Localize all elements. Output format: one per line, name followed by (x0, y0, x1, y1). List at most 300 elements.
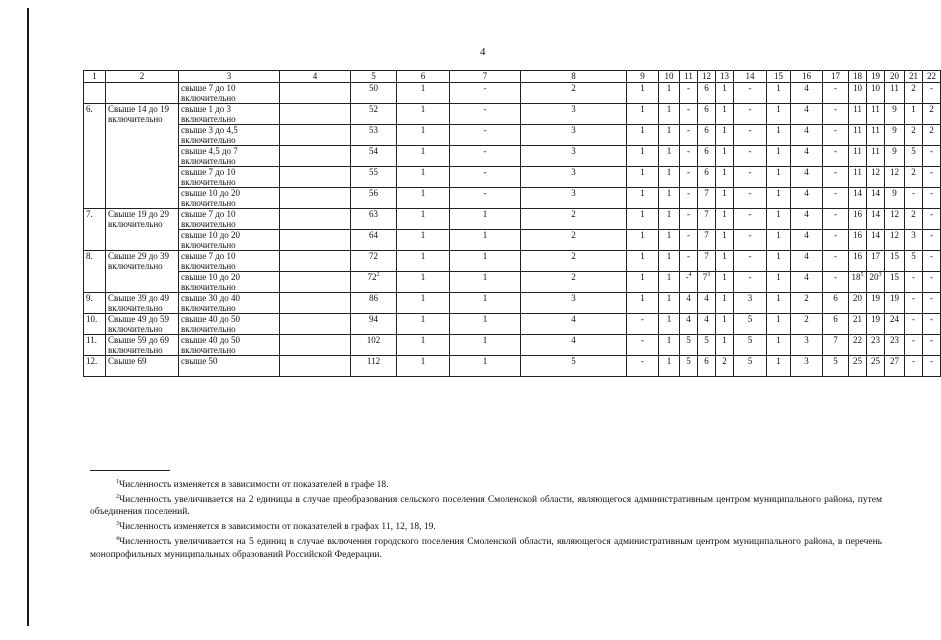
value-cell: - (823, 272, 849, 293)
column-header: 21 (905, 71, 923, 83)
value-cell: 1 (397, 272, 450, 293)
value-cell: 2 (521, 272, 627, 293)
value-cell: 7 (823, 335, 849, 356)
footnote-mark: 2 (376, 272, 380, 278)
value-cell: 6 (823, 293, 849, 314)
subgroup-range: свыше 3 до 4,5 включительно (179, 125, 280, 146)
value-cell: - (734, 167, 767, 188)
column-header: 10 (659, 71, 680, 83)
value-cell: 102 (351, 335, 397, 356)
value-cell: 19 (867, 293, 885, 314)
value-cell: 1 (716, 188, 734, 209)
value-cell: 14 (867, 209, 885, 230)
table-row (84, 293, 941, 314)
value-cell: - (923, 272, 941, 293)
column-header: 18 (849, 71, 867, 83)
value-cell: 11 (867, 146, 885, 167)
value-cell: 1 (627, 209, 659, 230)
value-cell: 63 (351, 209, 397, 230)
value-cell: $7^3$ (698, 272, 716, 293)
table-row (84, 272, 941, 293)
value-cell: - (923, 293, 941, 314)
subgroup-range: свыше 10 до 20 включительно (179, 272, 280, 293)
empty-cell (280, 356, 351, 377)
value-cell: - (627, 335, 659, 356)
value-cell: 1 (767, 356, 791, 377)
value-cell: 3 (521, 125, 627, 146)
value-cell: - (923, 335, 941, 356)
value-cell: - (680, 83, 698, 104)
value-cell: 1 (659, 83, 680, 104)
value-cell: 6 (698, 83, 716, 104)
value-cell: 4 (698, 293, 716, 314)
value-cell: $20^3$ (867, 272, 885, 293)
value-cell: 1 (627, 251, 659, 272)
value-cell: 11 (867, 125, 885, 146)
value-cell: 1 (397, 230, 450, 251)
value-cell: 12 (885, 209, 905, 230)
column-header: 11 (680, 71, 698, 83)
table-row (84, 335, 941, 356)
footnote-rule (90, 470, 170, 471)
value-cell: 1 (627, 83, 659, 104)
value-cell: 1 (397, 104, 450, 125)
empty-cell (280, 272, 351, 293)
value-cell: 6 (698, 356, 716, 377)
value-cell: - (450, 146, 521, 167)
value-cell: 7 (698, 188, 716, 209)
value-cell: 5 (734, 356, 767, 377)
value-cell: 1 (450, 314, 521, 335)
value-cell: - (823, 104, 849, 125)
value-cell: 5 (680, 335, 698, 356)
value-cell: 2 (905, 83, 923, 104)
page-margin-line (27, 8, 29, 626)
value-cell: - (734, 230, 767, 251)
value-cell: 1 (767, 125, 791, 146)
value-cell: 10 (867, 83, 885, 104)
value-cell: 1 (397, 125, 450, 146)
value-cell: 19 (885, 293, 905, 314)
value-cell: 1 (659, 167, 680, 188)
value-cell: 1 (397, 293, 450, 314)
value-cell: 1 (716, 314, 734, 335)
row-number: 8. (84, 251, 106, 293)
value-cell: - (450, 125, 521, 146)
value-cell: 1 (767, 230, 791, 251)
value-cell: 1 (627, 272, 659, 293)
column-header: 7 (450, 71, 521, 83)
value-cell: - (923, 167, 941, 188)
value-cell: - (923, 83, 941, 104)
value-cell: 1 (627, 167, 659, 188)
value-cell: 7 (698, 209, 716, 230)
value-cell: 5 (734, 335, 767, 356)
value-cell: 20 (849, 293, 867, 314)
value-cell: 14 (867, 230, 885, 251)
value-cell: 15 (885, 272, 905, 293)
value-cell: 1 (767, 314, 791, 335)
table-row (84, 230, 941, 251)
value-cell: 1 (397, 146, 450, 167)
empty-cell (280, 104, 351, 125)
row-number: 12. (84, 356, 106, 377)
value-cell: 3 (521, 188, 627, 209)
value-cell: 1 (767, 167, 791, 188)
value-cell: 1 (397, 188, 450, 209)
value-cell: - (680, 188, 698, 209)
column-header: 1 (84, 71, 106, 83)
value-cell: - (823, 83, 849, 104)
table-row (84, 167, 941, 188)
value-cell: 1 (450, 272, 521, 293)
value-cell: 3 (791, 356, 823, 377)
value-cell: 22 (849, 335, 867, 356)
value-cell: 1 (659, 293, 680, 314)
value-cell: 2 (791, 314, 823, 335)
value-cell: 27 (885, 356, 905, 377)
value-cell: 1 (905, 104, 923, 125)
column-header: 9 (627, 71, 659, 83)
value-cell: 55 (351, 167, 397, 188)
value-cell: - (923, 230, 941, 251)
value-cell: - (450, 83, 521, 104)
column-header: 20 (885, 71, 905, 83)
value-cell: 4 (791, 146, 823, 167)
table-row (84, 209, 941, 230)
value-cell: 1 (659, 356, 680, 377)
value-cell: 6 (698, 104, 716, 125)
value-cell: 1 (659, 272, 680, 293)
footnotes (90, 476, 882, 561)
value-cell: 2 (923, 125, 941, 146)
footnote: $^3$Численность изменяется в зависимости от показателей в графах 11, 12, 18, 19. (116, 521, 436, 533)
empty-cell (280, 314, 351, 335)
value-cell: 1 (767, 335, 791, 356)
population-group (106, 83, 179, 104)
value-cell: 3 (521, 293, 627, 314)
value-cell: - (823, 230, 849, 251)
value-cell: 1 (716, 83, 734, 104)
value-cell: 1 (716, 293, 734, 314)
value-cell: - (680, 146, 698, 167)
value-cell: 64 (351, 230, 397, 251)
value-cell: 4 (791, 188, 823, 209)
value-cell: - (823, 188, 849, 209)
population-group: Свыше 69 (106, 356, 179, 377)
subgroup-range: свыше 10 до 20 включительно (179, 230, 280, 251)
value-cell: 6 (698, 146, 716, 167)
column-header: 6 (397, 71, 450, 83)
value-cell: 2 (791, 293, 823, 314)
value-cell: - (905, 356, 923, 377)
value-cell: 10 (849, 83, 867, 104)
row-number: 10. (84, 314, 106, 335)
value-cell: 25 (849, 356, 867, 377)
footnote-mark: 3 (707, 272, 711, 278)
value-cell: 9 (885, 104, 905, 125)
value-cell: - (734, 146, 767, 167)
row-number: 6. (84, 104, 106, 209)
column-header: 22 (923, 71, 941, 83)
value-cell: - (905, 335, 923, 356)
value-cell: 112 (351, 356, 397, 377)
value-cell: 2 (923, 104, 941, 125)
value-cell: 4 (791, 104, 823, 125)
value-cell: 2 (905, 209, 923, 230)
value-cell: 4 (680, 293, 698, 314)
row-number (84, 83, 106, 104)
subgroup-range: свыше 50 (179, 356, 280, 377)
value-cell: 1 (397, 335, 450, 356)
value-cell: 1 (767, 146, 791, 167)
value-cell: 5 (823, 356, 849, 377)
value-cell: - (734, 272, 767, 293)
value-cell: - (923, 209, 941, 230)
empty-cell (280, 230, 351, 251)
value-cell: 16 (849, 209, 867, 230)
column-header: 15 (767, 71, 791, 83)
value-cell: 6 (698, 125, 716, 146)
value-cell: - (680, 209, 698, 230)
column-header: 14 (734, 71, 767, 83)
value-cell: - (680, 230, 698, 251)
subgroup-range: свыше 1 до 3 включительно (179, 104, 280, 125)
value-cell: 7 (698, 251, 716, 272)
value-cell: 5 (905, 146, 923, 167)
value-cell: 3 (905, 230, 923, 251)
staff-table (83, 70, 941, 377)
value-cell: 11 (849, 146, 867, 167)
value-cell: 56 (351, 188, 397, 209)
empty-cell (280, 188, 351, 209)
value-cell: 1 (767, 251, 791, 272)
value-cell: 1 (716, 272, 734, 293)
value-cell: 1 (767, 293, 791, 314)
row-number: 7. (84, 209, 106, 251)
value-cell: - (905, 272, 923, 293)
value-cell: 4 (791, 83, 823, 104)
subgroup-range: свыше 40 до 50 включительно (179, 335, 280, 356)
value-cell: - (734, 251, 767, 272)
value-cell: 1 (767, 188, 791, 209)
value-cell: 3 (791, 335, 823, 356)
value-cell: - (823, 146, 849, 167)
empty-cell (280, 335, 351, 356)
value-cell: 24 (885, 314, 905, 335)
value-cell: - (905, 293, 923, 314)
value-cell: 1 (767, 83, 791, 104)
value-cell: 1 (659, 230, 680, 251)
table-row (84, 83, 941, 104)
value-cell: 1 (450, 356, 521, 377)
value-cell: 4 (791, 251, 823, 272)
value-cell: 4 (521, 314, 627, 335)
subgroup-range: свыше 10 до 20 включительно (179, 188, 280, 209)
table-row (84, 125, 941, 146)
footnote-mark: 5 (860, 272, 864, 278)
value-cell: -$^4$ (680, 272, 698, 293)
value-cell: 3 (521, 167, 627, 188)
value-cell: 4 (791, 272, 823, 293)
footnote: $^2$Численность увеличивается на 2 единицы в случае преобразования сельского поселения Смоленской области, являющегося административным центром муниципального района, путем объединения поселений. (90, 494, 882, 518)
value-cell: $72^2$ (351, 272, 397, 293)
value-cell: 23 (867, 335, 885, 356)
table-row (84, 356, 941, 377)
value-cell: 25 (867, 356, 885, 377)
subgroup-range: свыше 30 до 40 включительно (179, 293, 280, 314)
value-cell: 4 (698, 314, 716, 335)
value-cell: - (627, 356, 659, 377)
value-cell: 5 (680, 356, 698, 377)
footnote: $^4$Численность увеличивается на 5 единиц в случае включения городского поселения Смоленской области, являющегося административным центром муниципального района, в перечень монопрофильных муниципальных образований Российской Федерации. (90, 536, 882, 560)
value-cell: - (450, 167, 521, 188)
value-cell: - (905, 314, 923, 335)
value-cell: 1 (767, 272, 791, 293)
value-cell: - (923, 314, 941, 335)
subgroup-range: свыше 4,5 до 7 включительно (179, 146, 280, 167)
column-header: 16 (791, 71, 823, 83)
row-number: 9. (84, 293, 106, 314)
footnote-mark: 3 (878, 272, 882, 278)
value-cell: 15 (885, 251, 905, 272)
value-cell: 1 (716, 209, 734, 230)
value-cell: 4 (521, 335, 627, 356)
value-cell: - (923, 356, 941, 377)
header-row (84, 71, 941, 83)
footnote-mark: 4 (688, 272, 692, 278)
value-cell: 16 (849, 251, 867, 272)
value-cell: 1 (627, 188, 659, 209)
subgroup-range: свыше 7 до 10 включительно (179, 209, 280, 230)
table-row (84, 251, 941, 272)
value-cell: 4 (791, 230, 823, 251)
value-cell: 14 (849, 188, 867, 209)
value-cell: 94 (351, 314, 397, 335)
subgroup-range: свыше 7 до 10 включительно (179, 167, 280, 188)
population-group: Свыше 14 до 19 включительно (106, 104, 179, 209)
value-cell: - (923, 146, 941, 167)
population-group: Свыше 59 до 69 включительно (106, 335, 179, 356)
column-header: 12 (698, 71, 716, 83)
value-cell: 6 (698, 167, 716, 188)
value-cell: 4 (791, 125, 823, 146)
value-cell: - (450, 188, 521, 209)
empty-cell (280, 293, 351, 314)
value-cell: 54 (351, 146, 397, 167)
value-cell: - (923, 188, 941, 209)
value-cell: 12 (885, 230, 905, 251)
subgroup-range: свыше 7 до 10 включительно (179, 83, 280, 104)
value-cell: 1 (450, 335, 521, 356)
value-cell: 14 (867, 188, 885, 209)
empty-cell (280, 209, 351, 230)
value-cell: 6 (823, 314, 849, 335)
value-cell: - (734, 188, 767, 209)
footnote: $^1$Численность изменяется в зависимости от показателей в графе 18. (116, 479, 389, 491)
value-cell: 16 (849, 230, 867, 251)
column-header: 8 (521, 71, 627, 83)
value-cell: 2 (521, 209, 627, 230)
value-cell: 3 (521, 146, 627, 167)
value-cell: 11 (885, 83, 905, 104)
value-cell: - (680, 167, 698, 188)
value-cell: 5 (734, 314, 767, 335)
value-cell: 2 (521, 230, 627, 251)
value-cell: 12 (867, 167, 885, 188)
row-number: 11. (84, 335, 106, 356)
subgroup-range: свыше 7 до 10 включительно (179, 251, 280, 272)
value-cell: 1 (659, 104, 680, 125)
value-cell: 23 (885, 335, 905, 356)
value-cell: 1 (659, 146, 680, 167)
value-cell: 1 (627, 125, 659, 146)
value-cell: 2 (521, 83, 627, 104)
value-cell: 5 (521, 356, 627, 377)
value-cell: - (734, 125, 767, 146)
value-cell: 12 (885, 167, 905, 188)
value-cell: 1 (627, 230, 659, 251)
value-cell: 1 (627, 104, 659, 125)
value-cell: - (823, 251, 849, 272)
column-header: 13 (716, 71, 734, 83)
empty-cell (280, 125, 351, 146)
value-cell: - (627, 314, 659, 335)
value-cell: - (734, 209, 767, 230)
value-cell: 1 (659, 335, 680, 356)
value-cell: 1 (659, 314, 680, 335)
value-cell: - (823, 167, 849, 188)
value-cell: - (734, 104, 767, 125)
value-cell: 1 (716, 251, 734, 272)
value-cell: - (823, 209, 849, 230)
value-cell: 1 (397, 209, 450, 230)
value-cell: 5 (698, 335, 716, 356)
value-cell: 1 (397, 83, 450, 104)
value-cell: 1 (627, 146, 659, 167)
empty-cell (280, 83, 351, 104)
value-cell: 72 (351, 251, 397, 272)
value-cell: $18^5$ (849, 272, 867, 293)
value-cell: 7 (698, 230, 716, 251)
value-cell: 11 (849, 104, 867, 125)
value-cell: 1 (397, 314, 450, 335)
value-cell: 9 (885, 146, 905, 167)
value-cell: 1 (397, 167, 450, 188)
value-cell: 17 (867, 251, 885, 272)
value-cell: 1 (659, 188, 680, 209)
population-group: Свыше 19 до 29 включительно (106, 209, 179, 251)
value-cell: 2 (905, 167, 923, 188)
value-cell: 3 (734, 293, 767, 314)
value-cell: 9 (885, 125, 905, 146)
value-cell: 1 (716, 104, 734, 125)
population-group: Свыше 29 до 39 включительно (106, 251, 179, 293)
empty-cell (280, 146, 351, 167)
value-cell: 1 (659, 209, 680, 230)
column-header: 3 (179, 71, 280, 83)
empty-cell (280, 167, 351, 188)
value-cell: 53 (351, 125, 397, 146)
table-row (84, 188, 941, 209)
value-cell: 4 (791, 209, 823, 230)
value-cell: 50 (351, 83, 397, 104)
value-cell: - (680, 125, 698, 146)
value-cell: 11 (867, 104, 885, 125)
value-cell: 1 (716, 335, 734, 356)
value-cell: - (680, 251, 698, 272)
value-cell: - (823, 125, 849, 146)
